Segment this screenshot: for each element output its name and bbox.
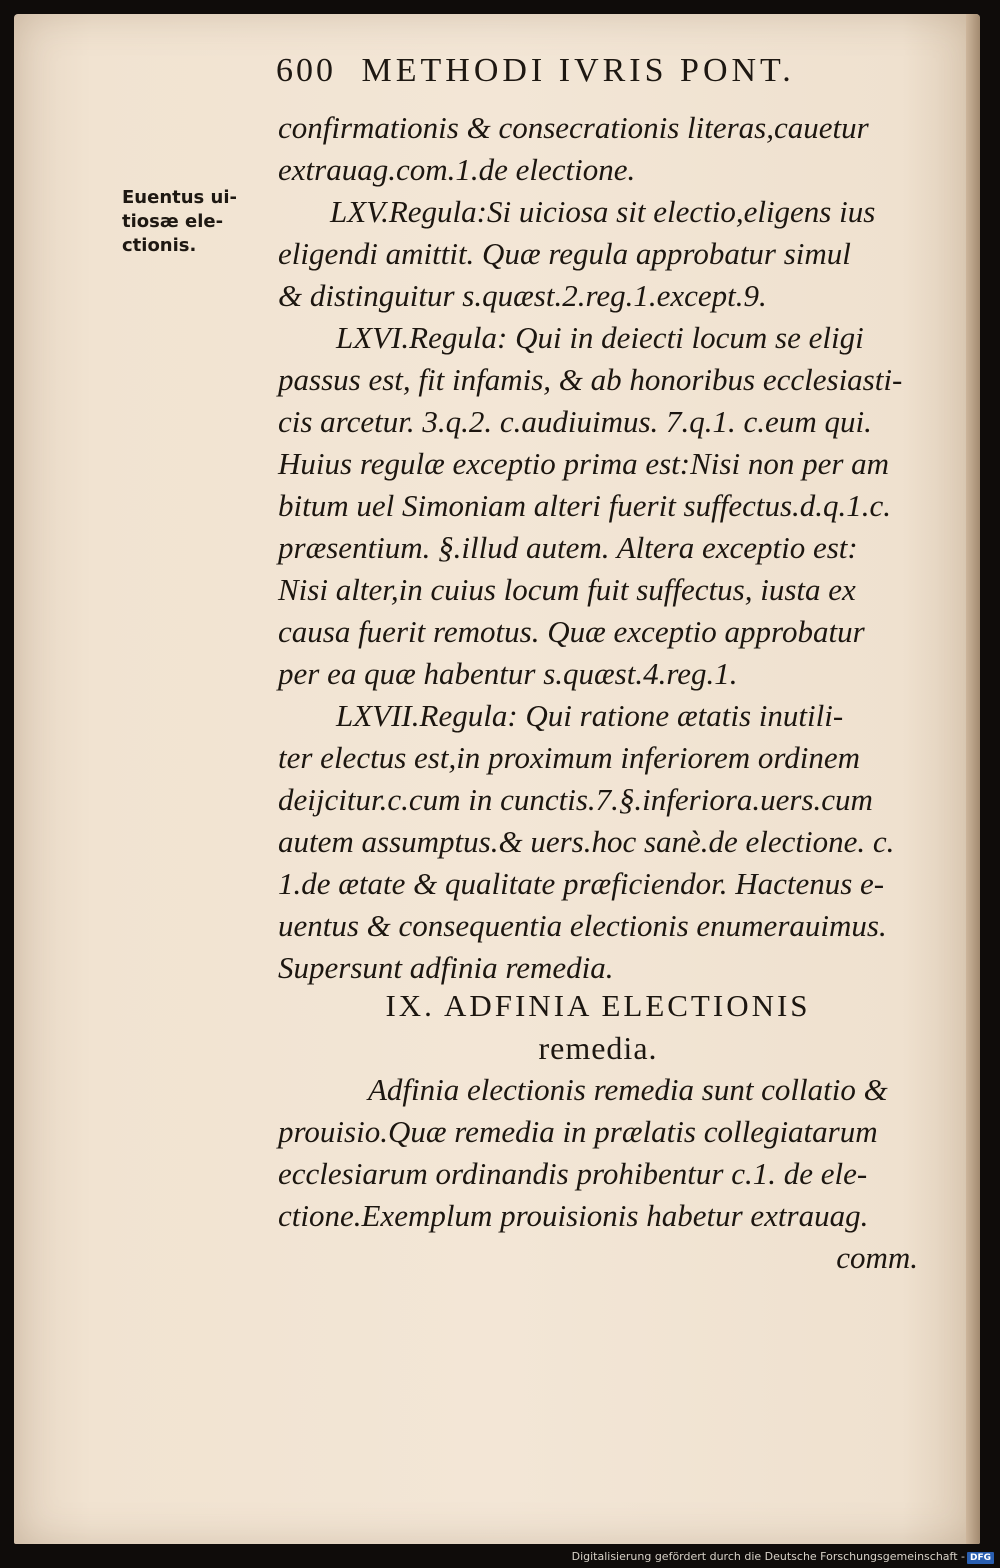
body-text-line: bitum uel Simoniam alteri fuerit suffectus.d.q.1.c. <box>278 488 892 523</box>
dfg-logo: DFG <box>967 1552 994 1564</box>
body-text-line: per ea quæ habentur s.quæst.4.reg.1. <box>278 656 738 691</box>
body-text-line: præsentium. §.illud autem. Altera exceptio est: <box>278 530 858 565</box>
body-text-line: 1.de ætate & qualitate præficiendor. Hactenus e- <box>278 866 885 901</box>
body-text-line: passus est, fit infamis, & ab honoribus ecclesiasti- <box>278 362 903 397</box>
body-text-line: prouisio.Quæ remedia in prælatis collegiatarum <box>278 1114 878 1149</box>
body-text-line: cis arcetur. 3.q.2. c.audiuimus. 7.q.1. c.eum qui. <box>278 404 872 439</box>
catchword: comm. <box>836 1240 918 1275</box>
body-text-line: autem assumptus.& uers.hoc sanè.de electione. c. <box>278 824 895 859</box>
body-text-line: Adfinia electionis remedia sunt collatio & <box>368 1072 888 1107</box>
page-number: 600 <box>276 52 336 89</box>
body-text-line: ter electus est,in proximum inferiorem ordinem <box>278 740 861 775</box>
digitization-credit <box>572 1550 994 1564</box>
running-header <box>276 52 876 102</box>
body-text-line: Huius regulæ exceptio prima est:Nisi non per am <box>278 446 890 481</box>
body-text-line: extrauag.com.1.de electione. <box>278 152 636 187</box>
section-heading: IX. ADFINIA ELECTIONIS <box>385 988 811 1023</box>
body-text-line: Nisi alter,in cuius locum fuit suffectus, iusta ex <box>278 572 856 607</box>
credit-text: Digitalisierung gefördert durch die Deutsche Forschungsgemeinschaft - <box>571 1550 965 1563</box>
body-text-line: ecclesiarum ordinandis prohibentur c.1. de ele- <box>278 1156 868 1191</box>
body-text-line: & distinguitur s.quæst.2.reg.1.except.9. <box>278 278 767 313</box>
rule-65-start: LXV.Regula:Si uiciosa sit electio,eligens ius <box>330 194 876 229</box>
body-text-line: confirmationis & consecrationis literas,cauetur <box>278 110 869 145</box>
marginal-note <box>122 186 272 258</box>
body-text-line: deijcitur.c.cum in cunctis.7.§.inferiora.uers.cum <box>278 782 873 817</box>
section-heading-sub: remedia. <box>538 1030 658 1066</box>
marginal-note-line: tiosæ ele- <box>122 211 224 232</box>
rule-67-start: LXVII.Regula: Qui ratione ætatis inutili- <box>336 698 844 733</box>
body-text-line: ctione.Exemplum prouisionis habetur extrauag. <box>278 1198 869 1233</box>
body-text-line: eligendi amittit. Quæ regula approbatur simul <box>278 236 851 271</box>
marginal-note-line: Euentus ui- <box>122 187 237 208</box>
page-edge <box>966 14 980 1544</box>
running-title: METHODI IVRIS PONT. <box>361 52 795 89</box>
marginal-note-line: ctionis. <box>122 235 197 256</box>
rule-66-start: LXVI.Regula: Qui in deiecti locum se eligi <box>336 320 864 355</box>
body-text-line: causa fuerit remotus. Quæ exceptio approbatur <box>278 614 865 649</box>
body-text-line: uentus & consequentia electionis enumerauimus. <box>278 908 887 943</box>
body-text-line: Supersunt adfinia remedia. <box>278 950 614 985</box>
